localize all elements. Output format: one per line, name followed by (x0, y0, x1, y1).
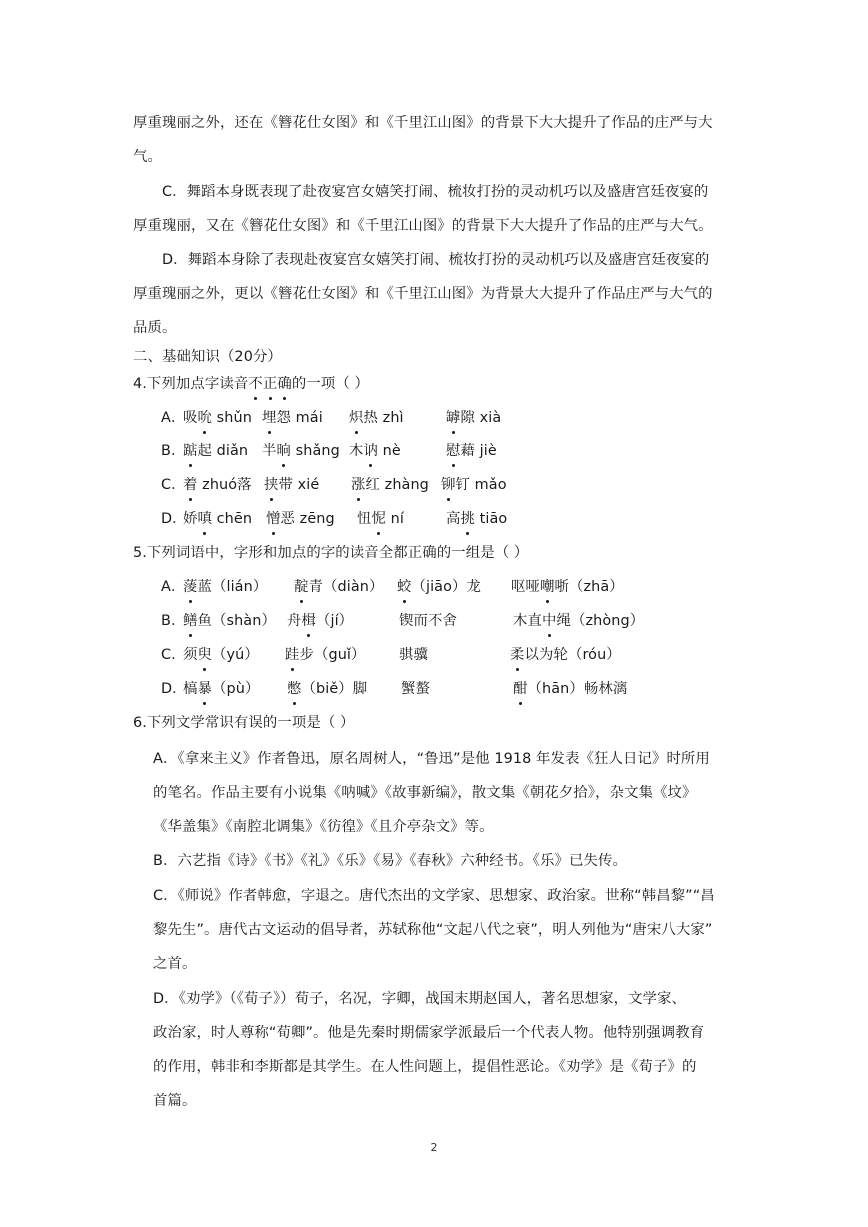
text-line: 的笔名。作品主要有小说集《呐喊》《故事新编》，散文集《朝花夕拾》，杂文集《坟》 (153, 785, 697, 801)
q5-item: 呕哑嘲哳（zhā） (511, 579, 624, 595)
q5-item: 跬步（guǐ） (285, 647, 366, 663)
q4-item: 挟带 xié (264, 477, 320, 493)
q5-item: 蟹螯 (401, 681, 430, 697)
q5-item: 靛青（diàn） (294, 579, 384, 595)
q5-option-a-label: A． (161, 579, 186, 595)
q4-item: 忸怩 ní (357, 511, 404, 527)
q4-option-b-label: B． (161, 443, 186, 459)
q6-option-b: B．六艺指《诗》《书》《礼》《乐》《易》《春秋》六种经书。《乐》已失传。 (153, 853, 627, 869)
text-line: 《华盖集》《南腔北调集》《彷徨》《且介亭杂文》等。 (153, 819, 494, 835)
q5-item: 柔以为轮（róu） (510, 647, 621, 663)
q4-item: 罅隙 xià (446, 410, 502, 426)
q4-item: 着 zhuó落 (183, 477, 252, 493)
q5-item: 鳝鱼（shàn） (183, 613, 276, 629)
q4-option-d-label: D． (161, 511, 187, 527)
text-line: 厚重瑰丽之外，还在《簪花仕女图》和《千里江山图》的背景下大大提升了作品的庄严与大 (133, 115, 713, 131)
section-heading: 二、基础知识（20分） (133, 349, 282, 365)
text-line: 黎先生”。唐代古文运动的倡导者，苏轼称他“文起八代之衰”，明人列他为“唐宋八大家” (153, 922, 713, 938)
option-d-line: D．舞蹈本身除了表现赴夜宴宫女嬉笑打闹、梳妆打扮的灵动机巧以及盛唐宫廷夜宴的 (162, 252, 710, 268)
q4-option-a-label: A． (161, 410, 186, 426)
question-6-title: 6.下列文学常识有误的一项是（ ） (133, 715, 355, 731)
q4-item: 踮起 diǎn (183, 443, 249, 459)
q5-item: 骐骥 (399, 647, 428, 663)
q4-item: 木讷 nè (349, 443, 401, 459)
q4-item: 慰藉 jiè (446, 443, 497, 459)
q5-item: 木直中绳（zhòng） (513, 613, 645, 629)
q4-item: 埋怨 mái (262, 410, 323, 426)
text-line: 厚重瑰丽，又在《簪花仕女图》和《千里江山图》的背景下大大提升了作品的庄严与大气。 (133, 218, 713, 234)
q5-item: 舟楫（jí） (287, 613, 354, 629)
q4-item: 涨红 zhàng (351, 477, 429, 493)
q6-option-c: C．《师说》作者韩愈，字退之。唐代杰出的文学家、思想家、政治家。世称“韩昌黎”“昌 (153, 888, 715, 904)
text-line: 气。 (133, 149, 162, 165)
q4-item: 半晌 shǎng (262, 443, 340, 459)
q4-item: 憎恶 zēng (266, 511, 335, 527)
q5-item: 须臾（yú） (183, 647, 259, 663)
text-line: 的作用，韩非和李斯都是其学生。在人性问题上，提倡性恶论。《劝学》是《荀子》的 (153, 1059, 697, 1075)
q4-item: 铆钉 mǎo (441, 477, 507, 493)
q4-item: 吸吮 shǔn (183, 410, 252, 426)
q4-item: 娇嗔 chēn (183, 511, 253, 527)
page-number: 2 (430, 1141, 438, 1154)
option-c-line: C．舞蹈本身既表现了赴夜宴宫女嬉笑打闹、梳妆打扮的灵动机巧以及盛唐宫廷夜宴的 (162, 184, 709, 200)
question-4-title: 4.下列加点字读音不正确的一项（ ） (133, 376, 370, 392)
q5-item: 蔆蓝（lián） (183, 579, 268, 595)
q5-item: 锲而不舍 (399, 613, 457, 629)
q5-item: 憋（biě）脚 (287, 681, 368, 697)
text-line: 首篇。 (153, 1093, 197, 1109)
text-line: 厚重瑰丽之外，更以《簪花仕女图》和《千里江山图》为背景大大提升了作品庄严与大气的 (133, 286, 713, 302)
q5-item: 酣（hān）畅林漓 (513, 681, 628, 697)
q5-option-d-label: D． (161, 681, 187, 697)
text-line: 之首。 (153, 956, 197, 972)
q5-item: 槁暴（pù） (183, 681, 260, 697)
q5-option-b-label: B． (161, 613, 186, 629)
q4-item: 炽热 zhì (349, 410, 404, 426)
q4-option-c-label: C． (161, 477, 186, 493)
q6-option-a: A．《拿来主义》作者鲁迅，原名周树人，“鲁迅”是他 1918 年发表《狂人日记》时所用 (153, 751, 710, 767)
text-line: 品质。 (133, 320, 177, 336)
q5-option-c-label: C． (161, 647, 186, 663)
q4-item: 高挑 tiāo (446, 511, 508, 527)
text-line: 政治家，时人尊称“荀卿”。他是先秦时期儒家学派最后一个代表人物。他特别强调教育 (153, 1025, 705, 1041)
q5-item: 蛟（jiāo）龙 (397, 579, 481, 595)
question-5-title: 5.下列词语中，字形和加点的字的读音全都正确的一组是（ ） (133, 545, 529, 561)
q6-option-d: D．《劝学》（《荀子》）荀子，名况，字卿，战国末期赵国人，著名思想家，文学家、 (153, 991, 687, 1007)
